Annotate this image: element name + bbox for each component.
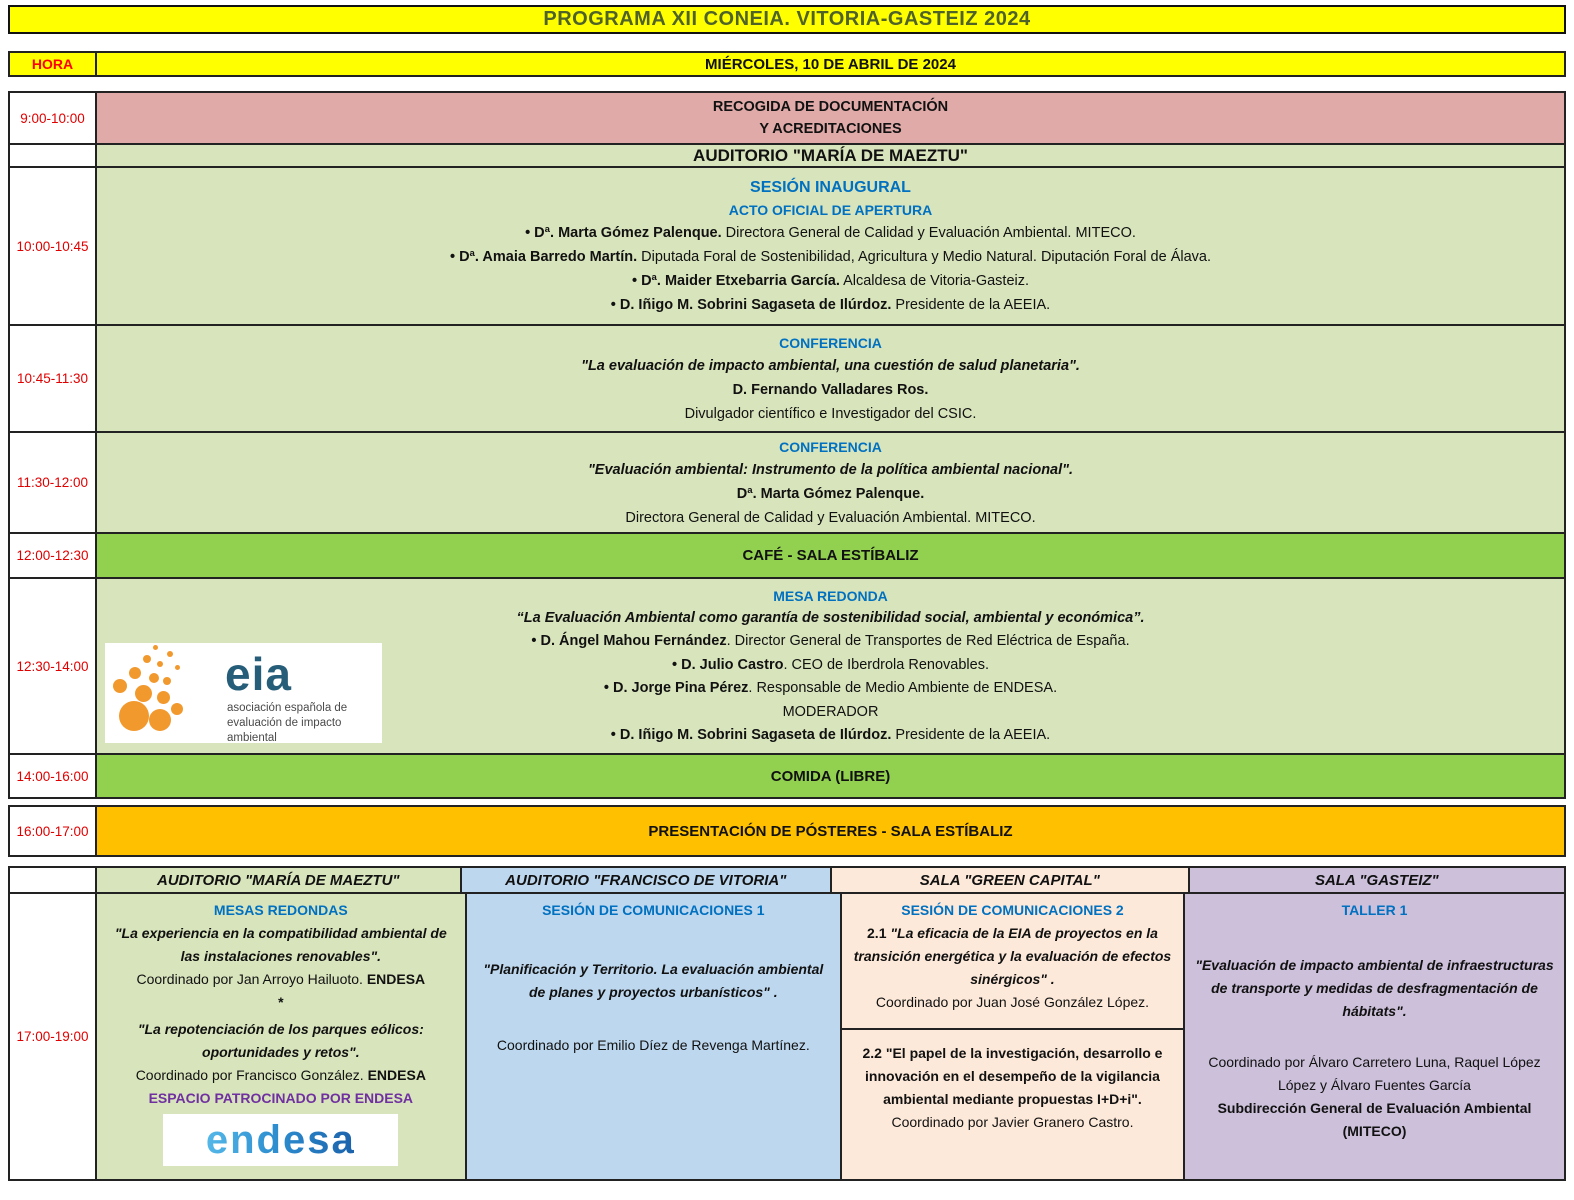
row-conference-2 — [8, 431, 1566, 534]
mesa-redonda-cell — [95, 577, 1566, 755]
moderator-label: MODERADOR — [782, 703, 879, 720]
venue-header-francisco-de-vitoria: AUDITORIO "FRANCISCO DE VITORIA" — [460, 866, 832, 894]
day-header-row — [8, 51, 1566, 77]
coordinator-line: Coordinado por Javier Granero Castro. — [891, 1114, 1134, 1130]
page-title — [8, 5, 1566, 34]
talk-title: "La experiencia en la compatibilidad ambiental de las instalaciones renovables". — [114, 925, 447, 964]
speaker-name: Dª. Marta Gómez Palenque. — [736, 485, 925, 502]
session-heading: SESIÓN DE COMUNICACIONES 2 — [901, 902, 1124, 918]
separator-asterisk: * — [278, 994, 284, 1010]
venue-header-green-capital: SALA "GREEN CAPITAL" — [830, 866, 1190, 894]
talk-title: 2.2 "El papel de la investigación, desarrollo e innovación en el desempeño de la vigilancia ambiental mediante propuestas I+D+i". — [862, 1045, 1163, 1107]
registration-line2: Y ACREDITACIONES — [759, 121, 902, 137]
moderator-line: • D. Iñigo M. Sobrini Sagaseta de Ilúrdoz. Presidente de la AEEIA. — [610, 727, 1051, 743]
conference-1-cell — [95, 324, 1566, 433]
date-header: MIÉRCOLES, 10 DE ABRIL DE 2024 — [95, 51, 1566, 77]
time-cell-empty — [8, 866, 97, 894]
session-2-1-block — [842, 894, 1183, 1030]
coordinator-line: Coordinado por Jan Arroyo Hailuoto. ENDESA — [136, 971, 426, 987]
eia-logo — [105, 643, 382, 743]
talk-title: "La evaluación de impacto ambiental, una cuestión de salud planetaria". — [581, 357, 1080, 374]
time-cell: 10:45-11:30 — [8, 324, 97, 433]
program-sheet — [8, 5, 1566, 1181]
time-cell: 12:30-14:00 — [8, 577, 97, 755]
hora-header: HORA — [8, 51, 97, 77]
speaker-role: Directora General de Calidad y Evaluación Ambiental. MITECO. — [625, 509, 1036, 526]
coordinator-line: Coordinado por Álvaro Carretero Luna, Raquel López López y Álvaro Fuentes García — [1208, 1054, 1541, 1093]
session-heading: TALLER 1 — [1341, 902, 1408, 918]
speaker-line: • Dª. Marta Gómez Palenque. Directora General de Calidad y Evaluación Ambiental. MITECO. — [525, 224, 1136, 241]
registration-cell — [95, 91, 1566, 145]
comida-cell: COMIDA (LIBRE) — [95, 753, 1566, 799]
speaker-role: Divulgador científico e Investigador del CSIC. — [684, 405, 977, 422]
session-heading: SESIÓN DE COMUNICACIONES 1 — [542, 902, 765, 918]
organization-line: Subdirección General de Evaluación Ambiental (MITECO) — [1217, 1100, 1532, 1139]
cafe-cell: CAFÉ - SALA ESTÍBALIZ — [95, 532, 1566, 579]
participant-line: • D. Julio Castro. CEO de Iberdrola Renovables. — [672, 656, 989, 673]
time-cell-empty — [8, 143, 97, 168]
coordinator-line: Coordinado por Francisco González. ENDESA — [135, 1067, 426, 1083]
eia-logo-word: eia — [225, 648, 292, 700]
time-cell: 16:00-17:00 — [8, 805, 97, 857]
venue-header-gasteiz: SALA "GASTEIZ" — [1188, 866, 1566, 894]
posters-cell: PRESENTACIÓN DE PÓSTERES - SALA ESTÍBALIZ — [95, 805, 1566, 857]
eia-logo-subtext: asociación española de evaluación de impacto ambiental — [227, 702, 348, 744]
talk-title: "Planificación y Territorio. La evaluación ambiental de planes y proyectos urbanísticos" . — [483, 961, 824, 1000]
endesa-logo — [163, 1114, 398, 1166]
row-auditorium-banner — [8, 143, 1566, 168]
inaugural-cell — [95, 166, 1566, 326]
speaker-line: • Dª. Amaia Barredo Martín. Diputada Foral de Sostenibilidad, Agricultura y Medio Natural. Diputación Foral de Álava. — [449, 248, 1212, 265]
row-parallel-sessions — [8, 892, 1566, 1181]
registration-line1: RECOGIDA DE DOCUMENTACIÓN — [712, 99, 949, 115]
time-cell: 12:00-12:30 — [8, 532, 97, 579]
row-registration — [8, 91, 1566, 145]
coordinator-line: Coordinado por Emilio Díez de Revenga Martínez. — [496, 1037, 810, 1053]
parallel-col-taller-1 — [1183, 892, 1566, 1181]
schedule-table — [8, 91, 1566, 799]
row-mesa-redonda — [8, 577, 1566, 755]
row-comida — [8, 753, 1566, 799]
row-cafe — [8, 532, 1566, 579]
speaker-line: • D. Iñigo M. Sobrini Sagaseta de Ilúrdoz. Presidente de la AEEIA. — [610, 296, 1051, 313]
time-cell: 10:00-10:45 — [8, 166, 97, 326]
parallel-col-comunicaciones-1 — [465, 892, 842, 1181]
session-heading: SESIÓN INAUGURAL — [750, 178, 911, 196]
session-heading: CONFERENCIA — [779, 334, 882, 351]
speaker-line: • Dª. Maider Etxebarria García. Alcaldesa de Vitoria-Gasteiz. — [631, 272, 1030, 289]
sponsor-note: ESPACIO PATROCINADO POR ENDESA — [148, 1090, 414, 1106]
time-cell: 17:00-19:00 — [8, 892, 97, 1181]
talk-title: “La Evaluación Ambiental como garantía de sostenibilidad social, ambiental y económica”. — [516, 609, 1145, 626]
parallel-table — [8, 866, 1566, 1181]
talk-title: "Evaluación de impacto ambiental de infraestructuras de transporte y medidas de desfragmentación de hábitats". — [1195, 957, 1554, 1019]
parallel-col-mesas-redondas — [95, 892, 467, 1181]
conference-2-cell — [95, 431, 1566, 534]
row-conference-1 — [8, 324, 1566, 433]
page-title-text: PROGRAMA XII CONEIA. VITORIA-GASTEIZ 2024 — [543, 8, 1031, 30]
coordinator-line: Coordinado por Juan José González López. — [875, 994, 1150, 1010]
row-posters — [8, 805, 1566, 857]
speaker-name: D. Fernando Valladares Ros. — [732, 381, 929, 398]
session-heading: CONFERENCIA — [779, 438, 882, 455]
participant-line: • D. Jorge Pina Pérez. Responsable de Medio Ambiente de ENDESA. — [603, 680, 1058, 696]
row-venue-headers — [8, 866, 1566, 894]
auditorium-banner: AUDITORIO "MARÍA DE MAEZTU" — [95, 143, 1566, 168]
talk-title: 2.1 "La eficacia de la EIA de proyectos en la transición energética y la evaluación de efectos sinérgicos" . — [853, 925, 1172, 987]
venue-header-maria-de-maeztu: AUDITORIO "MARÍA DE MAEZTU" — [95, 866, 462, 894]
session-2-2-block — [842, 1030, 1183, 1139]
time-cell: 11:30-12:00 — [8, 431, 97, 534]
session-subheading: ACTO OFICIAL DE APERTURA — [728, 201, 933, 218]
parallel-col-comunicaciones-2 — [840, 892, 1185, 1181]
session-heading: MESA REDONDA — [773, 587, 888, 604]
session-heading: MESAS REDONDAS — [213, 902, 348, 918]
posters-group — [8, 805, 1566, 857]
participant-line: • D. Ángel Mahou Fernández. Director General de Transportes de Red Eléctrica de España. — [531, 633, 1130, 649]
talk-title: "La repotenciación de los parques eólicos: oportunidades y retos". — [137, 1021, 424, 1060]
row-inaugural-session — [8, 166, 1566, 326]
talk-title: "Evaluación ambiental: Instrumento de la política ambiental nacional". — [587, 461, 1074, 478]
endesa-logo-word: endesa — [205, 1118, 356, 1162]
time-cell: 14:00-16:00 — [8, 753, 97, 799]
time-cell: 9:00-10:00 — [8, 91, 97, 145]
